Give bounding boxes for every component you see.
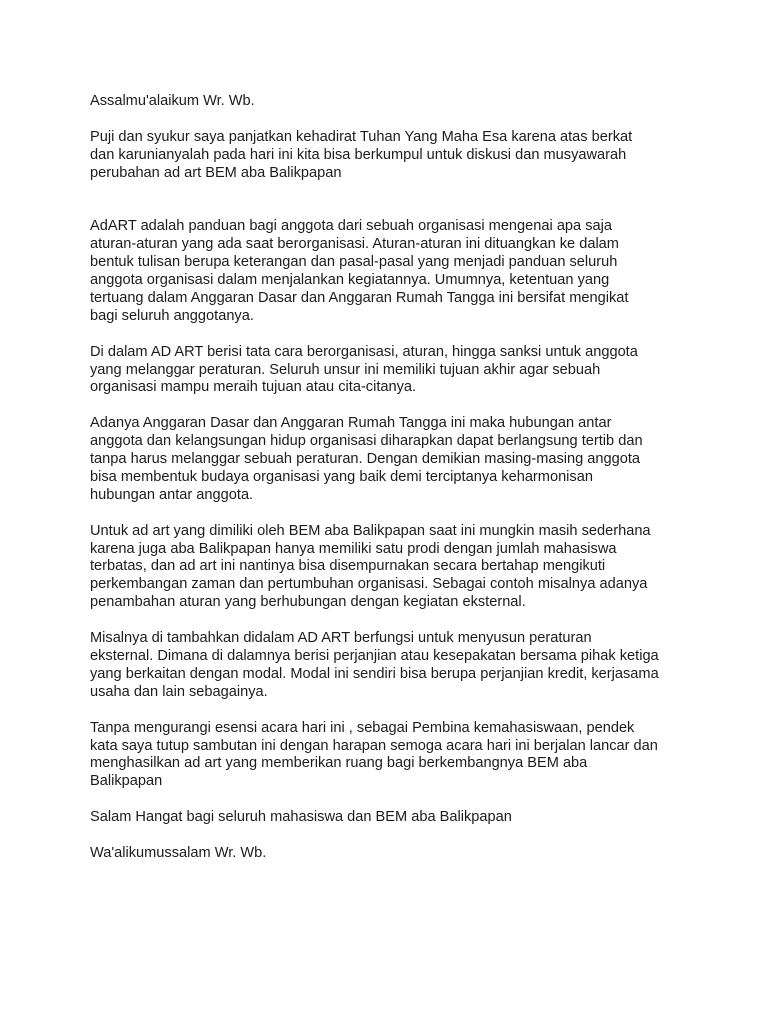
closing-line: Salam Hangat bagi seluruh mahasiswa dan BEM aba Balikpapan	[90, 809, 512, 826]
paragraph-line: bisa membentuk budaya organisasi yang baik demi terciptanya keharmonisan	[90, 468, 593, 485]
paragraph-line: menghasilkan ad art yang memberikan ruang bagi berkembangnya BEM aba	[90, 755, 588, 772]
paragraph-line: eksternal. Dimana di dalamnya berisi perjanjian atau kesepakatan bersama pihak ketiga	[90, 648, 659, 664]
paragraph-line: Misalnya di tambahkan didalam AD ART berfungsi untuk menyusun peraturan	[90, 630, 592, 647]
paragraph-line: perkembangan zaman dan pertumbuhan organisasi. Sebagai contoh misalnya adanya	[90, 576, 648, 593]
bem-adart-paragraph	[90, 523, 690, 613]
paragraph-line: organisasi mampu meraih tujuan atau cita-citanya.	[90, 379, 417, 396]
paragraph-line: Puji dan syukur saya panjatkan kehadirat Tuhan Yang Maha Esa karena atas berkat	[90, 128, 633, 145]
paragraph-line: karena juga aba Balikpapan hanya memiliki satu prodi dengan jumlah mahasiswa	[90, 540, 617, 557]
paragraph-line: Untuk ad art yang dimiliki oleh BEM aba Balikpapan saat ini mungkin masih sederhana	[90, 522, 651, 539]
paragraph-line: yang melanggar peraturan. Seluruh unsur ini memiliki tujuan akhir agar sebuah	[90, 361, 601, 378]
paragraph-line: Tanpa mengurangi esensi acara hari ini , sebagai Pembina kemahasiswaan, pendek	[90, 719, 635, 736]
greeting: Assalmu'alaikum Wr. Wb.	[90, 93, 255, 109]
external-regulation-paragraph	[90, 630, 690, 702]
paragraph-line: bentuk tulisan berupa keterangan dan pasal-pasal yang menjadi panduan seluruh	[90, 254, 618, 271]
closing-remarks-paragraph	[90, 720, 690, 792]
adart-definition-paragraph	[90, 218, 690, 325]
paragraph-line: tertuang dalam Anggaran Dasar dan Anggaran Rumah Tangga ini bersifat mengikat	[90, 289, 629, 306]
paragraph-line: anggota dan kelangsungan hidup organisasi diharapkan dapat berlangsung tertib dan	[90, 433, 643, 450]
adart-contents-paragraph	[90, 344, 690, 398]
opening-paragraph	[90, 129, 690, 183]
paragraph-line: penambahan aturan yang berhubungan dengan kegiatan eksternal.	[90, 594, 526, 611]
paragraph-line: usaha dan lain sebagainya.	[90, 683, 268, 700]
paragraph-line: aturan-aturan yang ada saat berorganisasi. Aturan-aturan ini dituangkan ke dalam	[90, 236, 619, 253]
paragraph-line: Di dalam AD ART berisi tata cara berorganisasi, aturan, hingga sanksi untuk anggota	[90, 343, 638, 360]
paragraph-line: kata saya tutup sambutan ini dengan harapan semoga acara hari ini berjalan lancar dan	[90, 737, 658, 754]
paragraph-line: yang berkaitan dengan modal. Modal ini sendiri bisa berupa perjanjian kredit, kerjasama	[90, 665, 659, 682]
sign-off: Wa'alikumussalam Wr. Wb.	[90, 844, 267, 861]
letter-body	[90, 93, 690, 881]
paragraph-line: dan karunianyalah pada hari ini kita bisa berkumpul untuk diskusi dan musyawarah	[90, 146, 627, 163]
paragraph-line: terbatas, dan ad art ini nantinya bisa disempurnakan secara bertahap mengikuti	[90, 558, 606, 575]
paragraph-line: perubahan ad art BEM aba Balikpapan	[90, 164, 342, 181]
paragraph-line: tanpa harus melanggar sebuah peraturan. Dengan demikian masing-masing anggota	[90, 451, 641, 468]
paragraph-line: anggota organisasi dalam menjalankan kegiatannya. Umumnya, ketentuan yang	[90, 272, 610, 289]
paragraph-line: Adanya Anggaran Dasar dan Anggaran Rumah Tangga ini maka hubungan antar	[90, 415, 612, 432]
paragraph-line: hubungan antar anggota.	[90, 486, 254, 503]
paragraph-line: AdART adalah panduan bagi anggota dari sebuah organisasi mengenai apa saja	[90, 218, 612, 235]
paragraph-line: Balikpapan	[90, 773, 163, 790]
paragraph-line: bagi seluruh anggotanya.	[90, 307, 254, 324]
adart-benefits-paragraph	[90, 415, 690, 505]
